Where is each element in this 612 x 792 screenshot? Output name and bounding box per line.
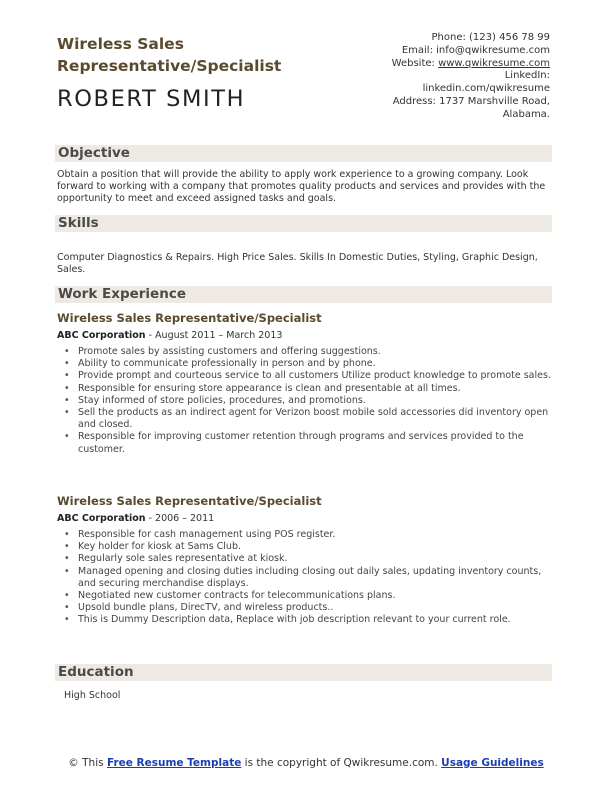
- objective-section-bar: [55, 145, 552, 162]
- objective-heading: Objective: [58, 145, 130, 161]
- job-title-line1: Wireless Sales: [57, 35, 184, 53]
- free-resume-template-link[interactable]: Free Resume Template: [106, 757, 242, 769]
- contact-address-line2: Alabama.: [502, 108, 550, 120]
- job-title-line2: Representative/Specialist: [57, 57, 282, 75]
- website-link[interactable]: www.qwikresume.com: [438, 57, 550, 69]
- job-2-bullet: • Responsible for cash management using POS register.: [57, 529, 552, 541]
- objective-text: Obtain a position that will provide the ability to apply work experience to a growing company. Look forward to working with a company that promotes quality products and services and provides with the opportunity to meet and exceed assigned tasks and goals.: [57, 169, 546, 205]
- contact-block: [310, 32, 550, 122]
- candidate-name: ROBERT SMITH: [57, 86, 246, 112]
- job-2-bullet: • Negotiated new customer contracts for telecommunications plans.: [57, 590, 552, 602]
- job-1-company: ABC Corporation: [57, 330, 146, 341]
- job-1-bullet: • Responsible for improving customer retention through programs and services provided to the customer.: [57, 431, 552, 455]
- contact-linkedin: linkedin.com/qwikresume: [422, 83, 550, 95]
- copyright-footer: [60, 757, 552, 770]
- job-1-bullet: • Provide prompt and courteous service to all customers Utilize product knowledge to promote sales.: [57, 370, 552, 382]
- job-1-role: Wireless Sales Representative/Specialist: [57, 311, 322, 325]
- job-2-bullet: • Key holder for kiosk at Sams Club.: [57, 541, 552, 553]
- job-2-bullet: • Regularly sole sales representative at kiosk.: [57, 553, 552, 565]
- job-1-bullet: • Promote sales by assisting customers and offering suggestions.: [57, 346, 552, 358]
- skills-heading: Skills: [58, 215, 99, 231]
- job-1-company-line: [57, 330, 282, 342]
- job-1-bullet: • Ability to communicate professionally in person and by phone.: [57, 358, 552, 370]
- education-text: High School: [64, 690, 121, 701]
- website-label: Website:: [391, 57, 439, 69]
- job-2-bullet: • Upsold bundle plans, DirecTV, and wireless products..: [57, 602, 552, 614]
- job-2-company: ABC Corporation: [57, 513, 146, 524]
- job-1-bullet-list: [57, 346, 552, 456]
- education-heading: Education: [58, 664, 134, 680]
- footer-prefix: © This: [68, 757, 107, 769]
- education-section-bar: [55, 664, 552, 681]
- job-2-bullet-list: [57, 529, 552, 627]
- job-1-dates: - August 2011 – March 2013: [145, 330, 283, 341]
- job-1-bullet: • Stay informed of store policies, procedures, and promotions.: [57, 395, 552, 407]
- job-2-role: Wireless Sales Representative/Specialist: [57, 494, 322, 508]
- footer-middle: is the copyright of Qwikresume.com.: [241, 757, 442, 769]
- skills-text: Computer Diagnostics & Repairs. High Price Sales. Skills In Domestic Duties, Styling, Graphic Design, Sales.: [57, 252, 538, 276]
- job-2-bullet: • This is Dummy Description data, Replace with job description relevant to your current role.: [57, 614, 552, 626]
- job-1-bullet: • Sell the products as an indirect agent for Verizon boost mobile sold accessories did inventory open and closed.: [57, 407, 552, 431]
- contact-address-line1: Address: 1737 Marshville Road,: [392, 95, 550, 107]
- contact-email: Email: info@qwikresume.com: [401, 44, 550, 56]
- contact-website: [310, 58, 550, 71]
- skills-section-bar: [55, 215, 552, 232]
- job-1-bullet: • Responsible for ensuring store appearance is clean and presentable at all times.: [57, 383, 552, 395]
- work-heading: Work Experience: [58, 286, 186, 302]
- job-2-dates: - 2006 – 2011: [145, 513, 215, 524]
- usage-guidelines-link[interactable]: Usage Guidelines: [441, 757, 544, 769]
- job-2-bullet: • Managed opening and closing duties including closing out daily sales, updating inventory counts, and securing merchandise displays.: [57, 566, 552, 590]
- work-section-bar: [55, 286, 552, 303]
- contact-linkedin-label: LinkedIn:: [504, 70, 550, 82]
- job-2-company-line: [57, 513, 214, 525]
- contact-phone: Phone: (123) 456 78 99: [431, 32, 550, 43]
